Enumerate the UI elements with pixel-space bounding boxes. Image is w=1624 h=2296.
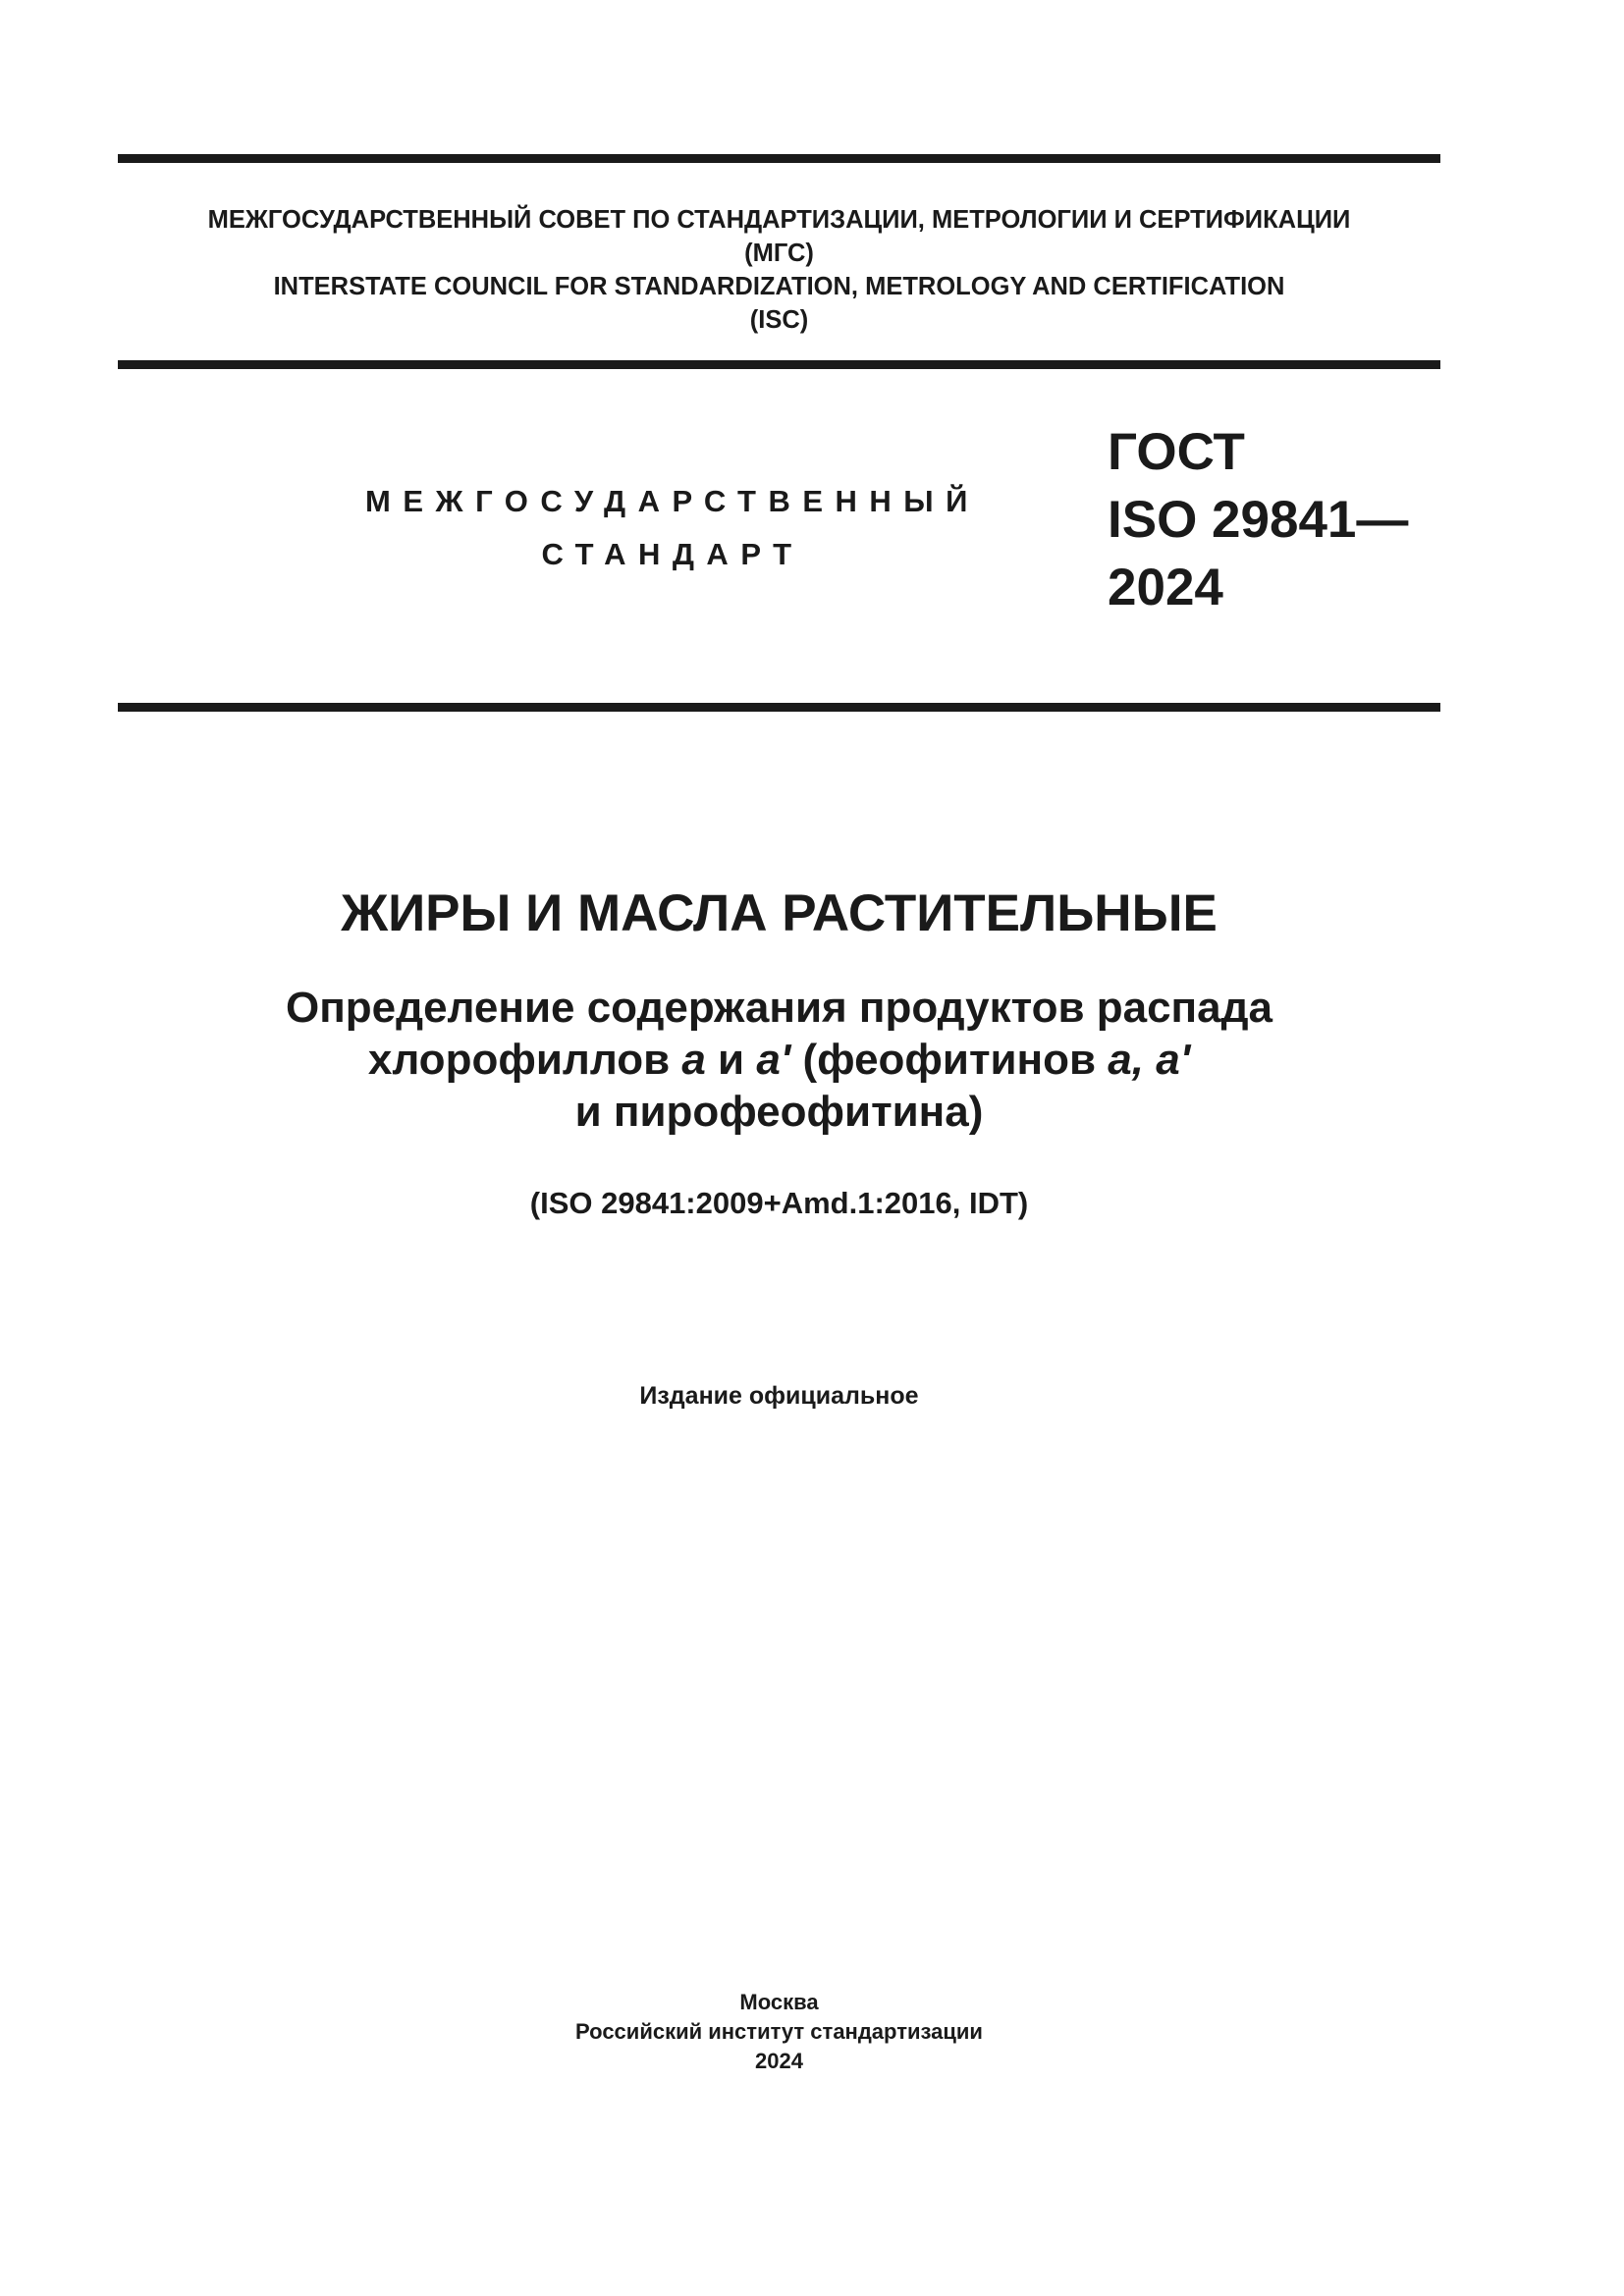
- council-header: [118, 203, 1440, 337]
- council-abbr-en: (ISC): [749, 306, 809, 334]
- designation-line1: ГОСТ: [1108, 423, 1245, 481]
- standard-type: [363, 475, 982, 581]
- designation-line2: ISO 29841—: [1108, 491, 1409, 549]
- top-rule: [118, 154, 1440, 163]
- imprint-publisher: Российский институт стандартизации: [575, 2019, 983, 2044]
- edition-note: Издание официальное: [639, 1382, 919, 1410]
- imprint-city: Москва: [739, 1990, 819, 2014]
- header-rule: [118, 360, 1440, 369]
- subtitle-line2: [118, 1034, 1440, 1086]
- iso-reference: (ISO 29841:2009+Amd.1:2016, IDT): [529, 1186, 1029, 1220]
- subtitle-text: хлорофиллов: [367, 1036, 682, 1084]
- council-name-ru: МЕЖГОСУДАРСТВЕННЫЙ СОВЕТ ПО СТАНДАРТИЗАЦИИ, МЕТРОЛОГИИ И СЕРТИФИКАЦИИ: [207, 206, 1351, 234]
- standard-designation: [1108, 418, 1408, 621]
- council-name-en: INTERSTATE COUNCIL FOR STANDARDIZATION, METROLOGY AND CERTIFICATION: [273, 273, 1285, 300]
- imprint-year: 2024: [755, 2049, 803, 2073]
- subtitle-italic-symbol: а, а': [1108, 1036, 1191, 1084]
- document-title: ЖИРЫ И МАСЛА РАСТИТЕЛЬНЫЕ: [341, 884, 1218, 942]
- imprint: [118, 1988, 1440, 2076]
- designation-rule: [118, 703, 1440, 712]
- subtitle-line1: Определение содержания продуктов распада: [286, 984, 1272, 1032]
- standard-type-line1: МЕЖГОСУДАРСТВЕННЫЙ: [365, 484, 980, 518]
- council-abbr-ru: (МГС): [744, 240, 814, 267]
- subtitle-italic-symbol: а: [681, 1036, 706, 1084]
- subtitle-italic-symbol: а': [756, 1036, 791, 1084]
- document-subtitle: [118, 982, 1440, 1138]
- designation-line3: 2024: [1108, 559, 1223, 616]
- subtitle-text: и: [705, 1036, 757, 1084]
- subtitle-line3: и пирофеофитина): [574, 1088, 984, 1136]
- standard-type-line2: СТАНДАРТ: [541, 537, 804, 571]
- subtitle-text: (феофитинов: [790, 1036, 1109, 1084]
